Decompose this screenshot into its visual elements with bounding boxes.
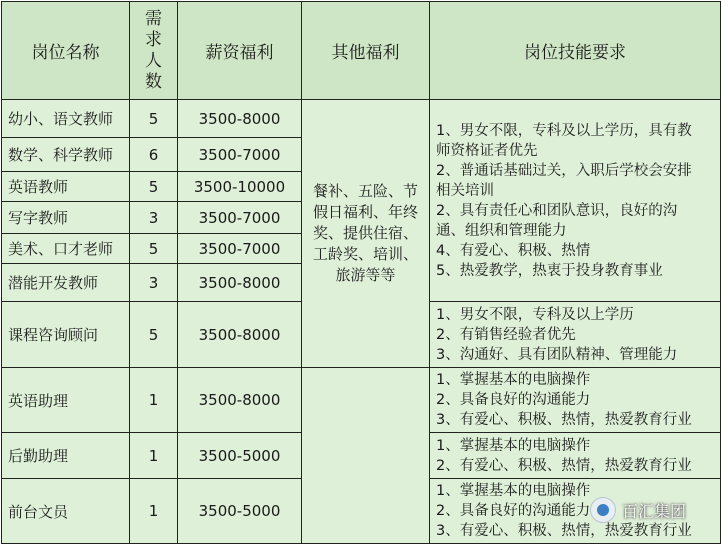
wechat-logo-icon <box>590 497 616 523</box>
other-benefits-empty <box>302 368 430 544</box>
table-row <box>2 100 721 138</box>
logistics-requirements <box>430 433 721 479</box>
position-name: 课程咨询顾问 <box>2 302 130 368</box>
requirement-line: 3、有爱心、积极、热情，热爱教育行业 <box>436 523 692 539</box>
table-row <box>2 368 721 433</box>
benefit-line: 工龄奖、培训、 <box>312 245 418 263</box>
salary: 3500-8000 <box>178 264 302 302</box>
headcount: 1 <box>130 479 178 544</box>
salary: 3500-5000 <box>178 433 302 479</box>
requirement-line: 5、热爱教学，热衷于投身教育事业 <box>436 262 663 279</box>
teacher-requirements <box>430 100 721 302</box>
headcount: 5 <box>130 234 178 264</box>
header-position: 岗位名称 <box>2 2 130 100</box>
headcount: 1 <box>130 368 178 433</box>
requirement-line: 通、组织和管理能力 <box>436 222 567 239</box>
salary: 3500-8000 <box>178 100 302 138</box>
position-name: 前台文员 <box>2 479 130 544</box>
requirement-line: 3、沟通好、具有团队精神、管理能力 <box>436 346 678 363</box>
requirement-line: 相关培训 <box>436 182 494 199</box>
header-count <box>130 2 178 100</box>
position-name: 写字教师 <box>2 202 130 234</box>
header-salary: 薪资福利 <box>178 2 302 100</box>
english-assistant-requirements <box>430 368 721 433</box>
benefit-line: 奖、提供住宿、 <box>312 224 418 242</box>
requirement-line: 1、男女不限，专科及以上学历，具有教 <box>436 122 692 139</box>
header-other: 其他福利 <box>302 2 430 100</box>
watermark-text: 百汇集团 <box>622 501 687 521</box>
headcount: 5 <box>130 302 178 368</box>
position-name: 英语助理 <box>2 368 130 433</box>
requirement-line: 2、具备良好的沟通能力 <box>436 392 591 408</box>
position-name: 幼小、语文教师 <box>2 100 130 138</box>
header-skills: 岗位技能要求 <box>430 2 721 100</box>
header-count-char: 求 <box>145 29 162 50</box>
salary: 3500-7000 <box>178 234 302 264</box>
benefit-line: 餐补、五险、节 <box>312 182 418 200</box>
headcount: 3 <box>130 202 178 234</box>
headcount: 5 <box>130 100 178 138</box>
position-name: 美术、口才老师 <box>2 234 130 264</box>
position-name: 英语教师 <box>2 172 130 202</box>
position-name: 后勤助理 <box>2 433 130 479</box>
requirement-line: 1、男女不限，专科及以上学历 <box>436 306 634 323</box>
header-row <box>2 2 721 100</box>
salary: 3500-7000 <box>178 138 302 172</box>
headcount: 5 <box>130 172 178 202</box>
requirement-line: 2、有爱心、积极、热情，热爱教育行业 <box>436 457 692 474</box>
requirement-line: 2、具有责任心和团队意识，良好的沟 <box>436 202 678 219</box>
requirement-line: 师资格证者优先 <box>436 142 538 159</box>
position-name: 数学、科学教师 <box>2 138 130 172</box>
watermark <box>590 497 714 523</box>
headcount: 3 <box>130 264 178 302</box>
salary: 3500-8000 <box>178 368 302 433</box>
benefit-line: 假日福利、年终 <box>312 203 418 221</box>
salary: 3500-7000 <box>178 202 302 234</box>
consultant-requirements <box>430 302 721 368</box>
salary: 3500-8000 <box>178 302 302 368</box>
requirement-line: 1、掌握基本的电脑操作 <box>436 372 591 388</box>
header-count-char: 数 <box>145 71 162 92</box>
job-table <box>1 1 721 544</box>
requirement-line: 2、具备良好的沟通能力 <box>436 503 591 519</box>
requirement-line: 1、掌握基本的电脑操作 <box>436 437 591 454</box>
headcount: 6 <box>130 138 178 172</box>
requirement-line: 2、有销售经验者优先 <box>436 326 576 343</box>
header-count-char: 需 <box>145 8 162 29</box>
requirement-line: 1、掌握基本的电脑操作 <box>436 483 591 499</box>
header-count-char: 人 <box>145 50 162 71</box>
benefit-line: 旅游等等 <box>335 266 396 284</box>
requirement-line: 2、普通话基础过关，入职后学校会安排 <box>436 162 692 179</box>
salary: 3500-10000 <box>178 172 302 202</box>
salary: 3500-5000 <box>178 479 302 544</box>
position-name: 潜能开发教师 <box>2 264 130 302</box>
requirement-line: 3、有爱心、积极、热情，热爱教育行业 <box>436 412 692 428</box>
other-benefits <box>302 100 430 368</box>
requirement-line: 4、有爱心、积极、热情 <box>436 242 591 259</box>
headcount: 1 <box>130 433 178 479</box>
